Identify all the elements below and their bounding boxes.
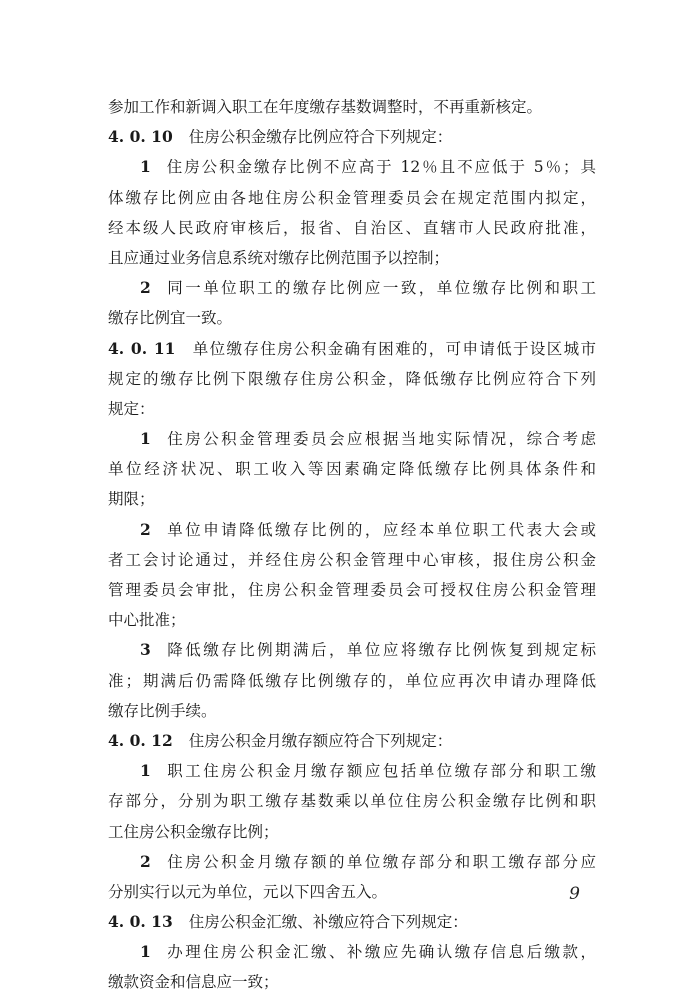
text-line: 缴存比例手续。 (108, 701, 217, 720)
clause-number: 4. 0. 10 (108, 127, 173, 147)
item-line (108, 937, 596, 967)
item-number: 2 (140, 278, 151, 298)
item-number: 1 (140, 157, 151, 177)
text-line: 体缴存比例应由各地住房公积金管理委员会在规定范围内拟定， (108, 188, 596, 207)
text-line: 且应通过业务信息系统对缴存比例范围予以控制； (108, 248, 450, 267)
clause-line (108, 726, 596, 756)
item-number: 2 (140, 519, 151, 539)
item-number: 1 (140, 429, 151, 449)
item-line (108, 635, 596, 665)
text-line: 规定： (108, 399, 155, 418)
clause-line (108, 334, 596, 364)
page-number: 9 (569, 884, 580, 904)
item-line (108, 424, 596, 454)
item-text: 职工住房公积金月缴存额应包括单位缴存部分和职工缴 (164, 762, 596, 781)
clause-number: 4. 0. 11 (108, 338, 176, 358)
item-line (108, 515, 596, 545)
text-line: 规定的缴存比例下限缴存住房公积金，降低缴存比例应符合下列 (108, 369, 596, 388)
text-line: 缴存比例宜一致。 (108, 309, 233, 328)
text-line: 准；期满后仍需降低缴存比例缴存的，单位应再次申请办理降低 (108, 671, 596, 690)
item-text: 单位申请降低缴存比例的，应经本单位职工代表大会或 (164, 520, 596, 539)
text-line: 中心批准； (108, 611, 186, 630)
item-number: 1 (140, 761, 151, 781)
clause-line (108, 122, 596, 152)
item-line (108, 847, 596, 877)
item-text: 降低缴存比例期满后，单位应将缴存比例恢复到规定标 (164, 641, 596, 660)
item-number: 3 (140, 640, 151, 660)
text-line: 参加工作和新调入职工在年度缴存基数调整时，不再重新核定。 (108, 98, 543, 116)
text-line: 分别实行以元为单位，元以下四舍五入。 (108, 882, 388, 901)
clause-text: 住房公积金汇缴、补缴应符合下列规定： (188, 913, 468, 932)
item-line (108, 273, 596, 303)
text-line: 单位经济状况、职工收入等因素确定降低缴存比例具体条件和 (108, 460, 596, 479)
clause-line (108, 907, 596, 937)
text-line: 工住房公积金缴存比例； (108, 822, 279, 841)
text-line: 存部分，分别为职工缴存基数乘以单位住房公积金缴存比例和职 (108, 792, 596, 811)
text-line: 期限； (108, 490, 155, 509)
item-text: 同一单位职工的缴存比例应一致，单位缴存比例和职工 (164, 279, 596, 298)
clause-text: 住房公积金缴存比例应符合下列规定： (188, 128, 453, 147)
text-line: 者工会讨论通过，并经住房公积金管理中心审核，报住房公积金 (108, 550, 596, 569)
item-line (108, 152, 596, 182)
item-text: 住房公积金缴存比例不应高于 12％且不应低于 5％；具 (164, 158, 596, 177)
text-line: 缴款资金和信息应一致； (108, 973, 279, 992)
item-text: 住房公积金管理委员会应根据当地实际情况，综合考虑 (164, 430, 596, 449)
document-body (108, 92, 596, 998)
clause-text: 住房公积金月缴存额应符合下列规定： (188, 731, 453, 750)
text-line: 经本级人民政府审核后，报省、自治区、直辖市人民政府批准， (108, 218, 596, 237)
item-number: 2 (140, 851, 151, 871)
item-number: 1 (140, 942, 151, 962)
item-text: 办理住房公积金汇缴、补缴应先确认缴存信息后缴款， (164, 943, 596, 962)
item-text: 住房公积金月缴存额的单位缴存部分和职工缴存部分应 (164, 852, 596, 871)
clause-number: 4. 0. 13 (108, 912, 173, 932)
text-line: 管理委员会审批，住房公积金管理委员会可授权住房公积金管理 (108, 581, 596, 599)
clause-text: 单位缴存住房公积金确有困难的，可申请低于设区城市 (191, 339, 596, 358)
item-line (108, 756, 596, 786)
clause-number: 4. 0. 12 (108, 730, 173, 750)
